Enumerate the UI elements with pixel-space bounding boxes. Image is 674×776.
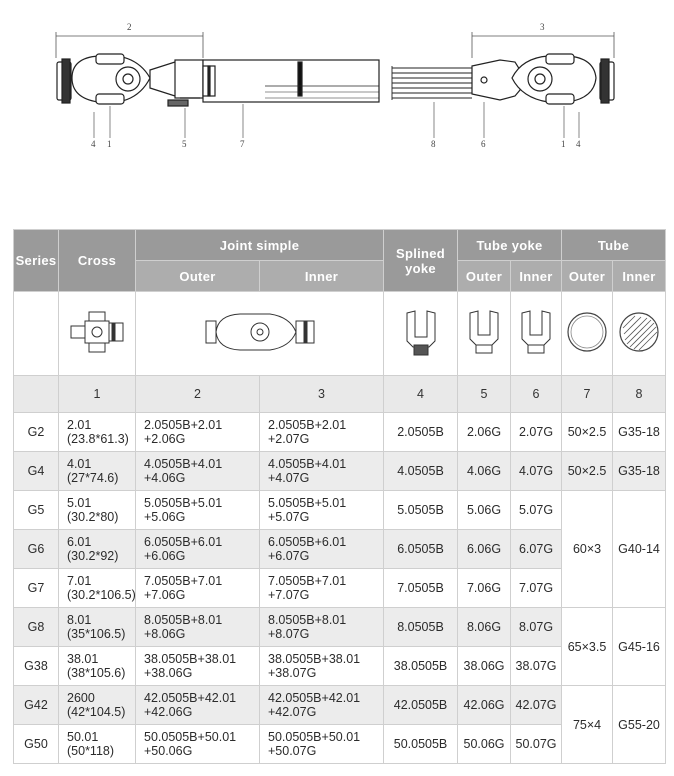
- joint-inner-cell: 7.0505B+7.01 +7.07G: [260, 569, 384, 608]
- splined-yoke-cell: 38.0505B: [384, 647, 458, 686]
- callout-5: 5: [182, 139, 187, 149]
- joint-outer-cell: 38.0505B+38.01 +38.06G: [136, 647, 260, 686]
- series-cell: G50: [14, 725, 59, 764]
- tube-inner-group-3: G55-20: [613, 686, 666, 764]
- splined-yoke-cell: 6.0505B: [384, 530, 458, 569]
- callout-4-left: 4: [91, 139, 96, 149]
- tube-inner-cell: G35-18: [613, 413, 666, 452]
- callout-1-left: 1: [107, 139, 112, 149]
- tube-yoke-outer-cell: 6.06G: [458, 530, 511, 569]
- cross-cell: 2600 (42*104.5): [59, 686, 136, 725]
- header-tube-inner: Inner: [613, 261, 666, 292]
- tube-outer-group-3: 75×4: [562, 686, 613, 764]
- splined-yoke-cell: 50.0505B: [384, 725, 458, 764]
- tube-inner-image: [613, 292, 666, 376]
- splined-yoke-cell: 4.0505B: [384, 452, 458, 491]
- callout-7: 7: [240, 139, 245, 149]
- callout-6: 6: [481, 139, 486, 149]
- header-joint-inner: Inner: [260, 261, 384, 292]
- joint-outer-cell: 8.0505B+8.01 +8.06G: [136, 608, 260, 647]
- part-number-5: 5: [458, 376, 511, 413]
- cross-cell: 2.01 (23.8*61.3): [59, 413, 136, 452]
- tube-inner-group-2: G45-16: [613, 608, 666, 686]
- tube-yoke-outer-cell: 8.06G: [458, 608, 511, 647]
- splined-yoke-cell: 7.0505B: [384, 569, 458, 608]
- splined-shaft-drawing: [392, 66, 472, 100]
- joint-outer-cell: 4.0505B+4.01 +4.06G: [136, 452, 260, 491]
- spec-table: [13, 229, 666, 764]
- series-cell: G2: [14, 413, 59, 452]
- joint-outer-cell: 50.0505B+50.01 +50.06G: [136, 725, 260, 764]
- joint-inner-cell: 8.0505B+8.01 +8.07G: [260, 608, 384, 647]
- tube-yoke-inner-cell: 50.07G: [511, 725, 562, 764]
- joint-inner-cell: 6.0505B+6.01 +6.07G: [260, 530, 384, 569]
- part-number-2: 2: [136, 376, 260, 413]
- splined-yoke-cell: 2.0505B: [384, 413, 458, 452]
- dimension-label-3: 3: [540, 22, 545, 32]
- header-tube-yoke: Tube yoke: [458, 230, 562, 261]
- joint-inner-cell: 5.0505B+5.01 +5.07G: [260, 491, 384, 530]
- tube-yoke-inner-cell: 38.07G: [511, 647, 562, 686]
- cross-image: [59, 292, 136, 376]
- tube-outer-group-1: 60×3: [562, 491, 613, 608]
- dimension-2: [56, 32, 203, 58]
- joint-outer-cell: 2.0505B+2.01 +2.06G: [136, 413, 260, 452]
- cross-cell: 5.01 (30.2*80): [59, 491, 136, 530]
- dimension-label-2: 2: [127, 22, 132, 32]
- tube-yoke-outer-cell: 38.06G: [458, 647, 511, 686]
- header-joint-outer: Outer: [136, 261, 260, 292]
- callout-leaders: [94, 102, 579, 138]
- table-row: [14, 608, 666, 647]
- right-joint-drawing: [472, 54, 614, 104]
- tube-inner-group-1: G40-14: [613, 491, 666, 608]
- splined-yoke-cell: 5.0505B: [384, 491, 458, 530]
- part-number-3: 3: [260, 376, 384, 413]
- tube-yoke-inner-cell: 8.07G: [511, 608, 562, 647]
- header-joint-simple: Joint simple: [136, 230, 384, 261]
- header-tube-yoke-outer: Outer: [458, 261, 511, 292]
- series-cell: G7: [14, 569, 59, 608]
- table-row: [14, 452, 666, 491]
- joint-inner-cell: 2.0505B+2.01 +2.07G: [260, 413, 384, 452]
- tube-drawing: [203, 60, 379, 102]
- cross-cell: 8.01 (35*106.5): [59, 608, 136, 647]
- cross-cell: 4.01 (27*74.6): [59, 452, 136, 491]
- tube-yoke-outer-cell: 50.06G: [458, 725, 511, 764]
- series-cell: G42: [14, 686, 59, 725]
- header-series: Series: [14, 230, 59, 292]
- tube-outer-image: [562, 292, 613, 376]
- part-number-6: 6: [511, 376, 562, 413]
- header-tube-outer: Outer: [562, 261, 613, 292]
- joint-outer-cell: 42.0505B+42.01 +42.06G: [136, 686, 260, 725]
- header-tube: Tube: [562, 230, 666, 261]
- tube-inner-cell: G35-18: [613, 452, 666, 491]
- callout-1-right: 1: [561, 139, 566, 149]
- table-row: [14, 413, 666, 452]
- cross-cell: 7.01 (30.2*106.5): [59, 569, 136, 608]
- cross-cell: 50.01 (50*118): [59, 725, 136, 764]
- callout-4-right: 4: [576, 139, 581, 149]
- joint-inner-cell: 4.0505B+4.01 +4.07G: [260, 452, 384, 491]
- part-number-7: 7: [562, 376, 613, 413]
- header-tube-yoke-inner: Inner: [511, 261, 562, 292]
- joint-inner-cell: 38.0505B+38.01 +38.07G: [260, 647, 384, 686]
- joint-inner-cell: 42.0505B+42.01 +42.07G: [260, 686, 384, 725]
- tube-yoke-inner-cell: 2.07G: [511, 413, 562, 452]
- part-number-4: 4: [384, 376, 458, 413]
- joint-outer-cell: 6.0505B+6.01 +6.06G: [136, 530, 260, 569]
- img-series-empty: [14, 292, 59, 376]
- header-splined-yoke: Splined yoke: [384, 230, 458, 292]
- driveline-drawing: [0, 0, 674, 160]
- tube-yoke-inner-cell: 4.07G: [511, 452, 562, 491]
- callout-8: 8: [431, 139, 436, 149]
- part-number-1: 1: [59, 376, 136, 413]
- table-row: [14, 491, 666, 530]
- tube-yoke-outer-cell: 7.06G: [458, 569, 511, 608]
- dimension-3: [472, 32, 614, 58]
- part-number-empty: [14, 376, 59, 413]
- series-cell: G6: [14, 530, 59, 569]
- part-number-8: 8: [613, 376, 666, 413]
- tube-outer-cell: 50×2.5: [562, 452, 613, 491]
- tube-outer-cell: 50×2.5: [562, 413, 613, 452]
- splined-yoke-cell: 8.0505B: [384, 608, 458, 647]
- tube-yoke-inner-cell: 5.07G: [511, 491, 562, 530]
- tube-yoke-outer-image: [458, 292, 511, 376]
- tube-yoke-inner-cell: 42.07G: [511, 686, 562, 725]
- tube-yoke-outer-cell: 4.06G: [458, 452, 511, 491]
- joint-outer-cell: 5.0505B+5.01 +5.06G: [136, 491, 260, 530]
- tube-yoke-outer-cell: 5.06G: [458, 491, 511, 530]
- table-row: [14, 686, 666, 725]
- series-cell: G4: [14, 452, 59, 491]
- series-cell: G8: [14, 608, 59, 647]
- tube-yoke-outer-cell: 42.06G: [458, 686, 511, 725]
- series-cell: G5: [14, 491, 59, 530]
- splined-yoke-cell: 42.0505B: [384, 686, 458, 725]
- tube-yoke-inner-image: [511, 292, 562, 376]
- joint-outer-cell: 7.0505B+7.01 +7.06G: [136, 569, 260, 608]
- cross-cell: 38.01 (38*105.6): [59, 647, 136, 686]
- tube-yoke-outer-cell: 2.06G: [458, 413, 511, 452]
- cross-cell: 6.01 (30.2*92): [59, 530, 136, 569]
- header-cross: Cross: [59, 230, 136, 292]
- joint-simple-image: [136, 292, 384, 376]
- tube-outer-group-2: 65×3.5: [562, 608, 613, 686]
- splined-yoke-image: [384, 292, 458, 376]
- left-joint-drawing: [57, 54, 203, 106]
- tube-yoke-inner-cell: 6.07G: [511, 530, 562, 569]
- series-cell: G38: [14, 647, 59, 686]
- tube-yoke-inner-cell: 7.07G: [511, 569, 562, 608]
- joint-inner-cell: 50.0505B+50.01 +50.07G: [260, 725, 384, 764]
